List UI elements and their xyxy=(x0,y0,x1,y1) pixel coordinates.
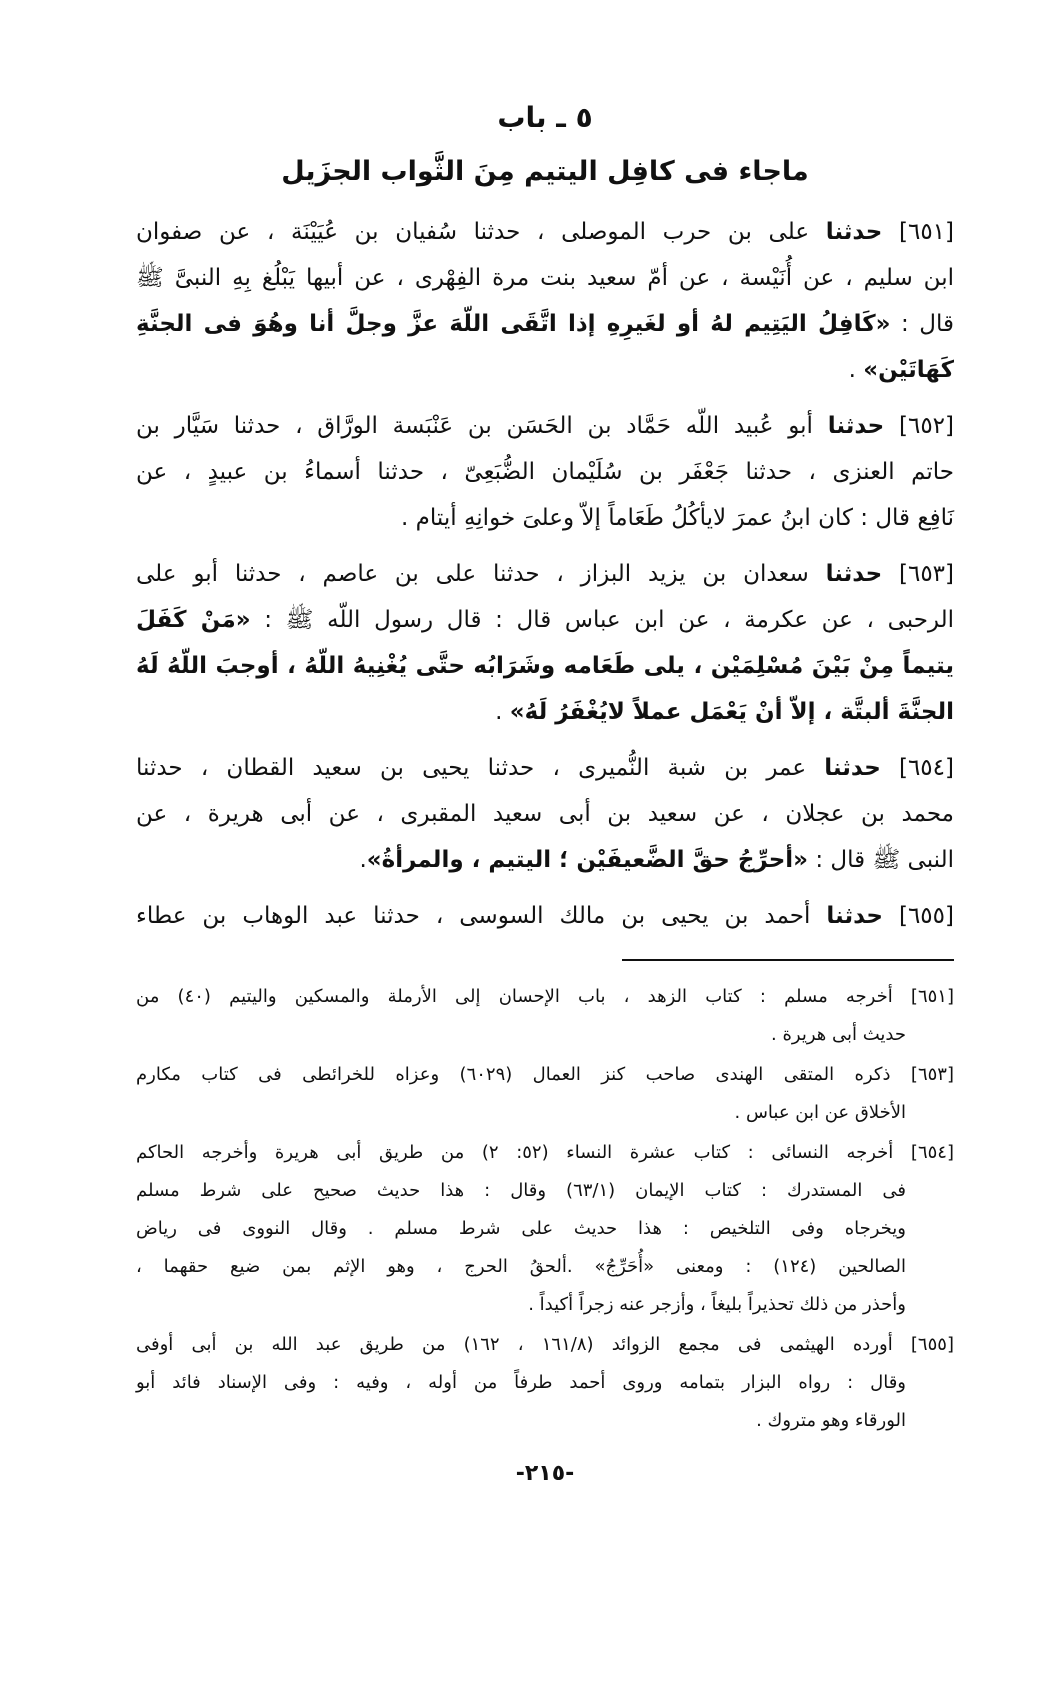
hadith-text: . xyxy=(359,847,367,873)
hadith-bold-text: حدثنا xyxy=(825,561,883,587)
footnote-line xyxy=(136,978,954,1016)
hadith-line xyxy=(136,209,954,255)
hadith-text: أحمد بن يحيى بن مالك السوسى ، حدثنا عبد الوهاب بن عطاء xyxy=(136,903,827,929)
footnote xyxy=(136,978,954,1054)
hadith-line xyxy=(136,495,954,541)
footnote-text: ويخرجاه وفى التلخيص : هذا حديث على شرط مسلم . وقال النووى فى رياض xyxy=(136,1218,906,1239)
hadith-text: سعدان بن يزيد البزاز ، حدثنا على بن عاصم ، حدثنا أبو على xyxy=(136,561,826,587)
footnote-text: أخرجه النسائى : كتاب عشرة النساء (٥٢: ٢) من طريق أبى هريرة وأخرجه الحاكم xyxy=(136,1142,894,1163)
chapter-heading: ٥ ـ باب xyxy=(497,101,593,134)
footnote-text: فى المستدرك : كتاب الإيمان (٦٣/١) وقال : هذا حديث صحيح على شرط مسلم xyxy=(136,1180,907,1201)
hadith-text: محمد بن عجلان ، عن سعيد بن أبى سعيد المقبرى ، عن أبى هريرة ، عن xyxy=(136,801,954,827)
hadith-block xyxy=(136,893,954,939)
hadith-text: . xyxy=(495,699,510,725)
hadith-line xyxy=(136,403,954,449)
hadith-bold-text: «أحرِّجُ حقَّ الضَّعيفَيْن ؛ اليتيم ، والمرأةُ» xyxy=(366,847,809,873)
hadith-text: النبى ﷺ قال : xyxy=(808,847,954,873)
hadith-line xyxy=(136,449,954,495)
hadith-text: نَافِع قال : كان ابنُ عمرَ لايأكُلُ طَعَاماً إلاّ وعلىَ خوانِهِ أيتام . xyxy=(401,505,954,531)
footnote-ref: [٦٥٥] xyxy=(910,1334,954,1355)
footnote-line xyxy=(136,1134,954,1172)
footnote-ref: [٦٥٣] xyxy=(910,1064,954,1085)
hadith-number: [٦٥١] xyxy=(898,219,955,245)
hadith-number: [٦٥٢] xyxy=(898,413,955,439)
hadith-block xyxy=(136,745,954,883)
hadith-line xyxy=(136,255,954,301)
footnote-text: حديث أبى هريرة . xyxy=(771,1024,906,1045)
footnote xyxy=(136,1056,954,1132)
hadith-line xyxy=(136,551,954,597)
footnote-line xyxy=(136,1364,954,1402)
hadith-text: أبو عُبيد اللّه حَمَّاد بن الحَسَن بن عَنْبَسة الورَّاق ، حدثنا سَيَّار بن xyxy=(136,413,828,439)
footnote-line xyxy=(136,1402,954,1440)
hadith-text: عمر بن شبة النُّميرى ، حدثنا يحيى بن سعيد القطان ، حدثنا xyxy=(136,755,825,781)
footnote-text: وأحذر من ذلك تحذيراً بليغاً ، وأزجر عنه زجراً أكيداً . xyxy=(528,1294,906,1315)
hadith-line xyxy=(136,643,954,689)
hadith-bold-text: «مَنْ كَفَلَ xyxy=(136,607,251,633)
hadith-line xyxy=(136,893,954,939)
footnote-list xyxy=(136,978,954,1440)
hadith-bold-text: حدثنا xyxy=(827,413,885,439)
footnote-text: ذكره المتقى الهندى صاحب كنز العمال (٦٠٢٩) وعزاه للخرائطى فى كتاب مكارم xyxy=(136,1064,891,1085)
footnote xyxy=(136,1134,954,1324)
hadith-text: حاتم العنزى ، حدثنا جَعْفَر بن سُلَيْمان الضُّبَعِىّ ، حدثنا أسماءُ بن عبيدٍ ، عن xyxy=(136,459,954,485)
footnote-line xyxy=(136,1248,954,1286)
footnote-text: الصالحين (١٢٤) : ومعنى «أُحَرِّجُ» .ألحقُ الحرج ، وهو الإثم بمن ضيع حقهما ، xyxy=(136,1256,906,1277)
footnote-text: وقال : رواه البزار بتمامه وروى أحمد طرفاً من أوله ، وفيه : وفى الإسناد فائد أبو xyxy=(136,1372,906,1393)
hadith-number: [٦٥٤] xyxy=(898,755,954,781)
hadith-bold-text: يتيماً مِنْ بَيْنَ مُسْلِمَيْن ، يلى طَعَامه وشَرَابُه حتَّى يُغْنِيهُ اللّهُ ، أوجبَ اللّهُ لَهُ xyxy=(136,653,954,679)
footnote-line xyxy=(136,1016,954,1054)
hadith-list xyxy=(136,209,954,939)
hadith-bold-text: «كَافِلُ اليَتِيم لهُ أو لغَيرِهِ إذا اتَّقَى اللّهَ عزَّ وجلَّ أنا وهُوَ فى الجنَّةِ xyxy=(136,311,891,337)
footnote-line xyxy=(136,1094,954,1132)
footnote-text: أورده الهيثمى فى مجمع الزوائد (١٦١/٨ ، ١٦٢) من طريق عبد الله بن أبى أوفى xyxy=(136,1334,893,1355)
hadith-number: [٦٥٥] xyxy=(898,903,954,929)
hadith-text: ابن سليم ، عن أُنَيْسة ، عن أمّ سعيد بنت مرة الفِهْرى ، عن أبيها يَبْلُغ بِهِ النبىَّ ﷺ xyxy=(136,265,954,291)
footnote-text: الأخلاق عن ابن عباس . xyxy=(734,1102,906,1123)
hadith-line xyxy=(136,837,954,883)
hadith-text: على بن حرب الموصلى ، حدثنا سُفيان بن عُيَيْنَة ، عن صفوان xyxy=(136,219,826,245)
footnote-text: الورقاء وهو متروك . xyxy=(756,1410,906,1431)
hadith-line xyxy=(136,347,954,393)
hadith-bold-text: حدثنا xyxy=(824,755,881,781)
hadith-bold-text: الجنَّةَ ألبتَّة ، إلاّ أنْ يَعْمَل عملاً لايُغْفَرُ لَهُ» xyxy=(509,699,954,725)
hadith-line xyxy=(136,689,954,735)
hadith-number: [٦٥٣] xyxy=(898,561,955,587)
hadith-text: . xyxy=(848,357,864,383)
hadith-bold-text: كَهَاتَيْن» xyxy=(863,357,954,383)
footnote-ref: [٦٥١] xyxy=(910,986,954,1007)
hadith-line xyxy=(136,745,954,791)
footnote-line xyxy=(136,1326,954,1364)
hadith-line xyxy=(136,597,954,643)
footnote-separator xyxy=(622,959,954,961)
footnote-line xyxy=(136,1286,954,1324)
footnote-text: أخرجه مسلم : كتاب الزهد ، باب الإحسان إلى الأرملة والمسكين واليتيم (٤٠) من xyxy=(136,986,893,1007)
page-content xyxy=(136,95,954,1494)
hadith-bold-text: حدثنا xyxy=(826,903,883,929)
hadith-block xyxy=(136,551,954,735)
footnote-line xyxy=(136,1056,954,1094)
footnote-line xyxy=(136,1172,954,1210)
hadith-block xyxy=(136,209,954,393)
hadith-bold-text: حدثنا xyxy=(825,219,883,245)
hadith-line xyxy=(136,791,954,837)
footnote-line xyxy=(136,1210,954,1248)
hadith-block xyxy=(136,403,954,541)
hadith-line xyxy=(136,301,954,347)
hadith-text: الرحبى ، عن عكرمة ، عن ابن عباس قال : قال رسول اللّه ﷺ : xyxy=(250,607,954,633)
footnote-ref: [٦٥٤] xyxy=(910,1142,954,1163)
footnote xyxy=(136,1326,954,1440)
page-number: -٢١٥- xyxy=(515,1461,575,1486)
hadith-text: قال : xyxy=(890,311,954,337)
chapter-title: ماجاء فى كافِل اليتيم مِنَ الثَّواب الجزَيل xyxy=(281,156,809,187)
